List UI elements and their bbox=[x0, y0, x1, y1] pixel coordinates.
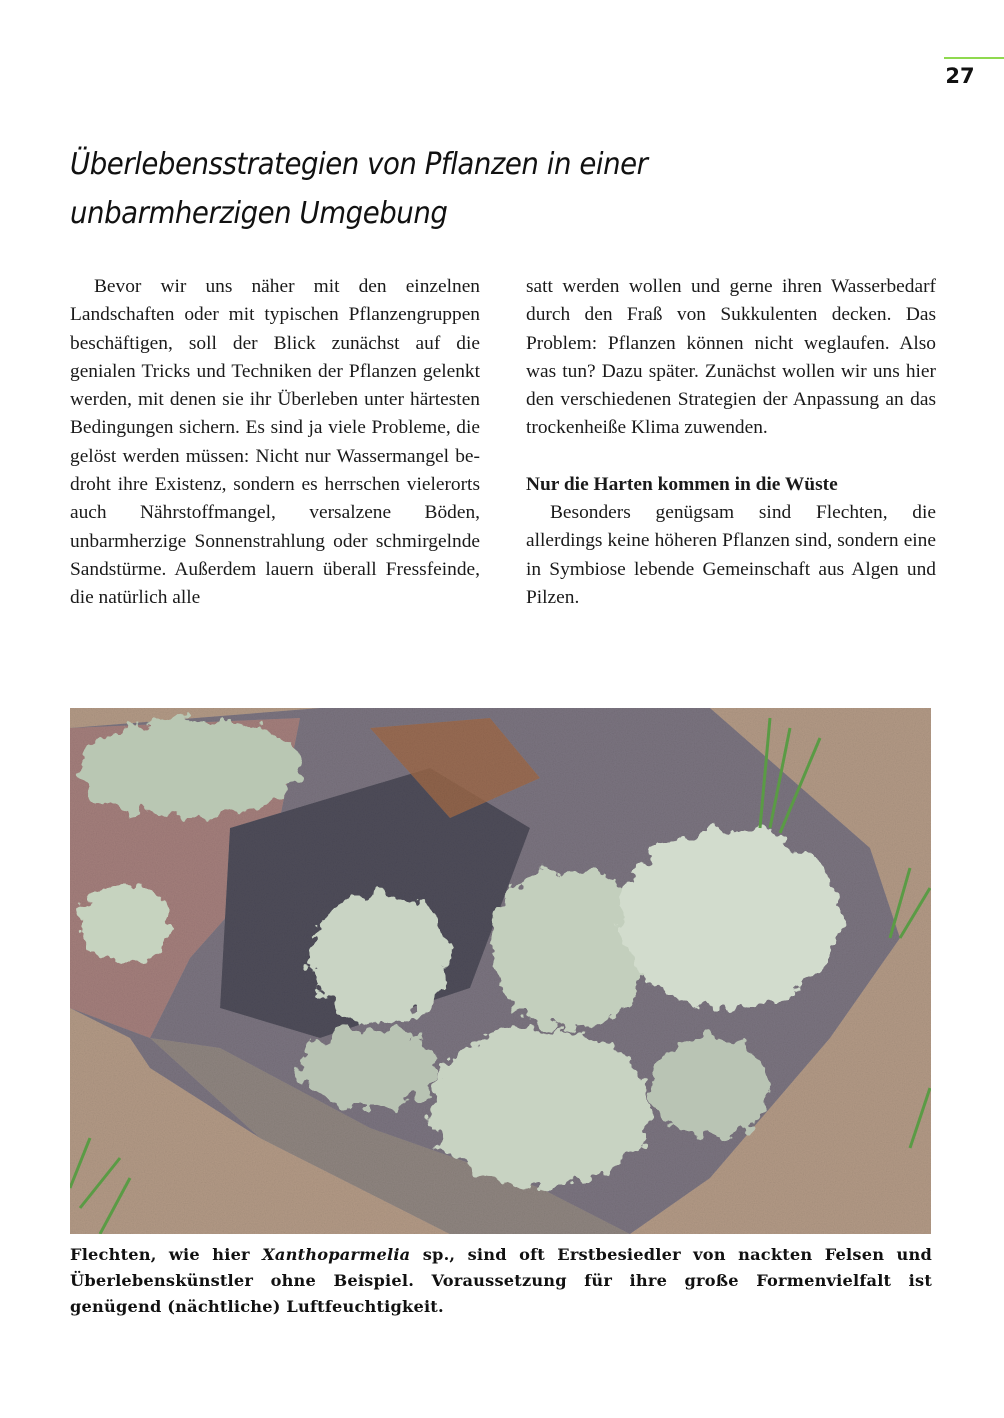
chapter-title-line-2: unbarmherzigen Umgebung bbox=[70, 196, 448, 231]
chapter-title-line-1: Überlebensstrategien von Pflanzen in einer bbox=[70, 147, 648, 182]
caption-text-start: Flechten, wie hier bbox=[70, 1245, 263, 1264]
page-number: 27 bbox=[945, 64, 975, 88]
chapter-title bbox=[70, 140, 714, 238]
lichen-photo bbox=[70, 708, 931, 1234]
caption-text-end: sp., sind oft Erstbesiedler von nackten Felsen und Überlebenskünstler ohne Beispiel. Voraussetzung für ihre große Formenvielfalt ist genügend (nächtliche) Luftfeuchtigkeit. bbox=[70, 1245, 932, 1316]
lichen-patch bbox=[620, 828, 840, 1008]
section-paragraph: Besonders genügsam sind Flechten, die allerdings keine höheren Pflanzen sind, sondern eine in Symbiose lebende Gemeinschaft aus Algen und Pilzen. bbox=[526, 502, 936, 608]
intro-paragraph-continued: satt werden wollen und gerne ihren Wasserbedarf durch den Fraß von Sukkulenten decken. Das Problem: Pflanzen können nicht weglaufen. Also was tun? Dazu später. Zunächst wollen wir uns hier den verschiedenen Strategien der Anpassung an das trockenheiße Klima zuwenden. bbox=[526, 276, 936, 439]
lichen-patch bbox=[300, 1028, 440, 1108]
caption-species-name: Xanthoparmelia bbox=[262, 1245, 411, 1264]
lichen-patch bbox=[430, 1028, 650, 1188]
lichen-patch bbox=[310, 893, 450, 1023]
header-rule bbox=[944, 57, 1004, 59]
intro-paragraph: Bevor wir uns näher mit den einzelnen Landschaften oder mit typischen Pflanzengruppen beschäftigen, soll der Blick zunächst auf die genialen Tricks und Techniken der Pflanzen gelenkt werden, mit denen sie ihr Überleben unter härtesten Bedingungen sichern. Es sind ja viele Probleme, die gelöst werden müssen: Nicht nur Wassermangel bedroht ihre Existenz, sondern es herrschen vielerorts auch Nährstoffmangel, versalzene Böden, unbarmherzige Sonnenstrahlung oder schmirgelnde Sandstürme. Außerdem lauern überall Fressfeinde, die natürlich alle bbox=[70, 276, 480, 609]
section-heading: Nur die Harten kommen in die Wüste bbox=[526, 473, 838, 495]
figure-caption bbox=[70, 1242, 932, 1320]
text-column-right bbox=[526, 273, 936, 612]
lichen-patch bbox=[80, 883, 170, 963]
lichen-patch bbox=[80, 718, 300, 818]
lichen-patch bbox=[650, 1038, 770, 1138]
lichen-photo-illustration bbox=[70, 708, 931, 1234]
text-column-left bbox=[70, 273, 480, 613]
